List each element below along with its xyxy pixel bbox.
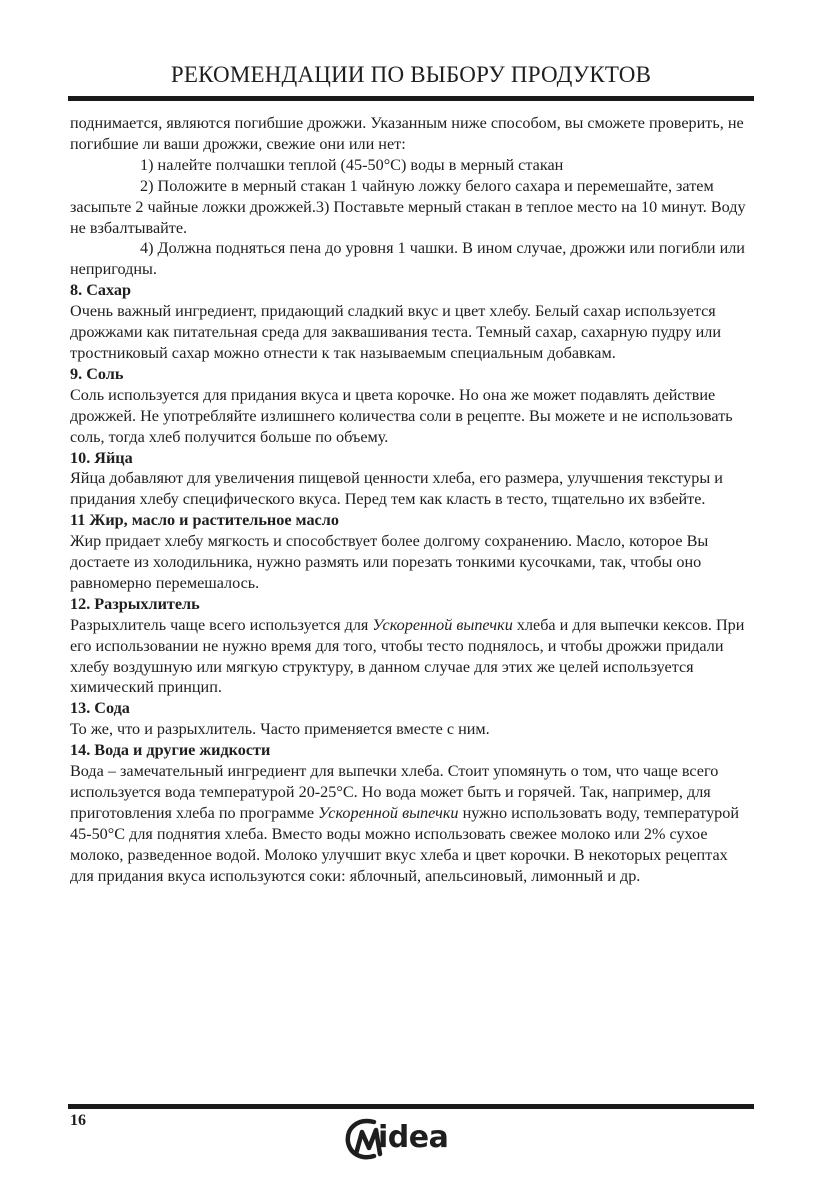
yeast-test-step-2-text: 2) Положите в мерный стакан 1 чайную ложку белого сахара и перемешайте, затем засыпьте 2 чайные ложки дрожжей.3) Поставьте мерный стакан в теплое место на 10 минут. Воду не взбалтывайте. <box>70 176 746 237</box>
section-text-soda: То же, что и разрыхлитель. Часто применяется вместе с ним. <box>70 720 490 739</box>
section-heading-baking-powder: 12. Разрыхлитель <box>70 594 200 613</box>
section-heading-salt: 9. Соль <box>70 364 124 383</box>
section-text-salt: Соль используется для придания вкуса и цвета корочке. Но она же может подавлять действие дрожжей. Не употребляйте излишнего количества соли в рецепте. Вы можете и не использовать соль, тогда хлеб получится больше по объему. <box>70 385 733 446</box>
page-content <box>70 113 754 887</box>
page-title: РЕКОМЕНДАЦИИ ПО ВЫБОРУ ПРОДУКТОВ <box>170 62 652 87</box>
water-text-1: Вода – замечательный ингредиент для выпечки хлеба. Стоит упомянуть о том, что чаще всего используется вода температурой 20-25°С. Но вода может быть и горячей. Так, например, для приготовления хлеба по программе <box>70 762 719 822</box>
section-heading-fat: 11 Жир, масло и растительное масло <box>70 511 339 530</box>
header-rule <box>68 96 754 101</box>
water-text-2: нужно использовать воду, температурой 45-50°С для поднятия хлеба. Вместо воды можно использовать свежее молоко или 2% сухое молоко, разведенное водой. Молоко улучшит вкус хлеба и цвет корочки. В некоторых рецептах для придания вкуса используются соки: яблочный, апельсиновый, лимонный и др. <box>70 803 740 885</box>
yeast-test-step-2 <box>70 176 754 239</box>
section-heading-eggs: 10. Яйца <box>70 448 133 467</box>
baking-powder-text-1: Разрыхлитель чаще всего используется для <box>70 615 373 634</box>
brand-wordmark: idea <box>378 1120 449 1155</box>
water-program-name: Ускоренной выпечки <box>318 803 459 822</box>
section-text-sugar: Очень важный ингредиент, придающий сладкий вкус и цвет хлебу. Белый сахар используется дрожжами как питательная среда для заквашивания теста. Темный сахар, сахарную пудру или тростниковый сахар можно отнести к так называемым специальным добавкам. <box>70 302 721 362</box>
yeast-test-step-4-text: 4) Должна подняться пена до уровня 1 чашки. В ином случае, дрожжи или погибли или непригодны. <box>70 239 745 279</box>
yeast-test-step-4 <box>70 238 754 280</box>
section-heading-water: 14. Вода и другие жидкости <box>70 741 271 760</box>
section-text-eggs: Яйца добавляют для увеличения пищевой ценности хлеба, его размера, улучшения текстуры и придания хлебу специфического вкуса. Перед тем как класть в тесто, тщательно их взбейте. <box>70 469 723 509</box>
page-number: 16 <box>70 1112 86 1129</box>
yeast-test-step-1: 1) налейте полчашки теплой (45-50°С) воды в мерный стакан <box>140 155 564 174</box>
footer-rule <box>68 1104 754 1109</box>
section-text-fat: Жир придает хлебу мягкость и способствует более долгому сохранению. Масло, которое Вы достаете из холодильника, нужно размять или порезать тонкими кусочками, так, чтобы оно равномерно перемешалось. <box>70 532 709 592</box>
baking-powder-program-name: Ускоренной выпечки <box>372 615 513 634</box>
baking-powder-text-2: хлеба и для выпечки кексов. При его использовании не нужно время для того, чтобы тесто поднялось, и чтобы дрожжи придали хлебу воздушную или мягкую структуру, в данном случае для этих же целей используется химический принцип. <box>70 615 745 697</box>
intro-paragraph: поднимается, являются погибшие дрожжи. Указанным ниже способом, вы сможете проверить, не погибшие ли ваши дрожжи, свежие они или нет: <box>70 114 744 153</box>
section-heading-soda: 13. Сода <box>70 699 130 718</box>
section-text-baking-powder <box>70 615 754 699</box>
section-text-water <box>70 761 754 886</box>
brand-logo <box>344 1114 479 1164</box>
section-heading-sugar: 8. Сахар <box>70 281 131 300</box>
